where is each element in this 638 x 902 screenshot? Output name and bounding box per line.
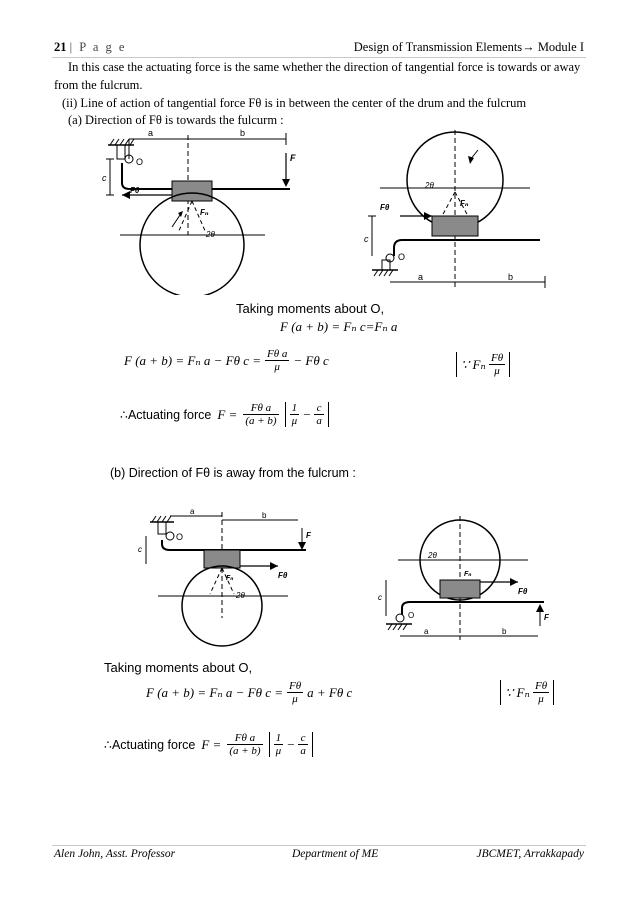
dim-a-label: a [148, 128, 154, 138]
fraction [298, 732, 308, 757]
fraction [314, 402, 324, 427]
page-number-value: 21 [54, 40, 67, 54]
fraction [243, 402, 278, 427]
module-text: Module I [537, 40, 584, 54]
figure-b-left [138, 508, 318, 648]
dim-c-label: c [138, 545, 142, 554]
pivot-label: O [408, 611, 415, 620]
case-ii-heading: (ii) Line of action of tangential force Fθ is in between the center of the drum and the fulcrum [62, 96, 527, 110]
denominator: μ [292, 693, 298, 705]
dim-c-label: c [378, 593, 382, 602]
ftheta-label: Fθ [130, 186, 140, 195]
dim-a-label: a [424, 627, 429, 636]
dim-a-label: a [418, 272, 424, 282]
denominator: (a + b) [245, 415, 277, 427]
dim-b-label: b [240, 128, 246, 138]
two-theta-label: 2θ [206, 230, 215, 239]
numerator: c [314, 402, 324, 415]
denominator: (a + b) [229, 745, 261, 757]
moments-b-heading: Taking moments about O, [104, 660, 253, 675]
footer-rule [52, 845, 586, 846]
ftheta-label: Fθ [278, 571, 288, 580]
dim-c-label: c [364, 234, 369, 244]
force-F-label: F [306, 531, 311, 540]
numerator: 1 [274, 732, 284, 745]
numerator: Fθ [534, 680, 548, 692]
pivot-label: O [136, 157, 144, 167]
numerator: Fθ a [227, 732, 262, 745]
intro-paragraph: In this case the actuating force is the same whether the direction of tangential force is towards or away from the fulcrum. [54, 60, 581, 92]
fn-label: Fₙ [460, 199, 469, 208]
numerator: Fθ [490, 352, 504, 364]
footer-author: Alen John, Asst. Professor [54, 848, 176, 860]
since-label: ∵ Fₙ [461, 356, 486, 372]
fraction [489, 352, 505, 377]
dim-a-label: a [190, 508, 195, 516]
bracket-term: $\frac{1}{\mu}$ − $\frac{c}{a}$ [285, 402, 329, 427]
numerator: c [298, 732, 308, 745]
ftheta-label: Fθ [380, 203, 390, 212]
numerator: Fθ a [243, 402, 278, 415]
fraction [533, 680, 549, 705]
pivot-label: O [398, 252, 406, 262]
numerator: 1 [290, 402, 300, 415]
denominator: μ [291, 415, 298, 427]
document-title [354, 40, 584, 55]
denominator: μ [538, 693, 544, 705]
two-theta-label: 2θ [428, 551, 437, 560]
denominator: μ [275, 745, 282, 757]
equation-a-tail: − Fθ c [293, 352, 329, 368]
pivot-label: O [176, 532, 184, 542]
page-label: | P a g e [69, 40, 127, 54]
fraction [227, 732, 262, 757]
arrow-icon: → [522, 40, 535, 54]
equation-b-lhs: F (a + b) = Fₙ a − Fθ c = [146, 684, 283, 700]
fraction [290, 402, 300, 427]
equation-b [146, 680, 352, 705]
dim-b-label: b [502, 627, 507, 636]
since-note-a [456, 352, 510, 377]
moments-a-equation: F (a + b) = Fₙ c=Fₙ a [280, 319, 398, 334]
since-note-b [500, 680, 554, 705]
dim-b-label: b [508, 272, 514, 282]
force-F-label: F [290, 153, 296, 163]
fraction [287, 680, 303, 705]
numerator: Fθ a [267, 348, 288, 360]
figure-a-left [100, 125, 310, 295]
ftheta-label: Fθ [518, 587, 528, 596]
figure-a-right [360, 130, 570, 295]
since-bracket [456, 352, 510, 377]
fraction [265, 348, 289, 373]
case-a-heading: (a) Direction of Fθ is towards the fulcurm : [68, 113, 284, 127]
equation-a-lhs: F (a + b) = Fₙ a − Fθ c = [124, 352, 261, 368]
since-bracket [500, 680, 554, 705]
two-theta-label: 2θ [425, 181, 434, 190]
dim-c-label: c [102, 173, 107, 183]
page-number [54, 40, 126, 55]
title-text: Design of Transmission Elements [353, 40, 523, 54]
footer-department: Department of ME [292, 848, 379, 860]
two-theta-label: 2θ [236, 591, 245, 600]
force-F-label: F [544, 613, 549, 622]
fraction [274, 732, 284, 757]
case-b-heading: (b) Direction of Fθ is away from the fulcrum : [110, 466, 356, 480]
actuating-label: ∴Actuating force [120, 408, 212, 422]
fn-label: Fₙ [464, 571, 472, 578]
since-label: ∵ Fₙ [505, 684, 530, 700]
fn-label: Fₙ [226, 575, 234, 582]
fn-label: Fₙ [200, 208, 209, 217]
dim-b-label: b [262, 511, 267, 520]
denominator: μ [274, 361, 280, 373]
denominator: a [300, 745, 306, 757]
moments-a-heading: Taking moments about O, [236, 301, 385, 316]
actuating-force-a: ∴Actuating force F = $\frac{\text{Fθ a}}{(a + b)}$ $\frac{1}{\mu}$ − $\frac{c}{a}$ [120, 402, 329, 427]
footer-college: JBCMET, Arrakkapady [476, 848, 584, 860]
bracket-term: $\frac{1}{\mu}$ − $\frac{c}{a}$ [269, 732, 313, 757]
equation-a [124, 348, 329, 373]
actuating-label: ∴Actuating force [104, 738, 196, 752]
denominator: a [316, 415, 322, 427]
equation-b-tail: a + Fθ c [307, 684, 353, 700]
figure-b-right [378, 516, 558, 646]
actuating-force-b: ∴Actuating force F = $\frac{\text{Fθ a}}{(a + b)}$ $\frac{1}{\mu}$ − $\frac{c}{a}$ [104, 732, 313, 757]
denominator: μ [494, 365, 500, 377]
numerator: Fθ [289, 680, 302, 692]
